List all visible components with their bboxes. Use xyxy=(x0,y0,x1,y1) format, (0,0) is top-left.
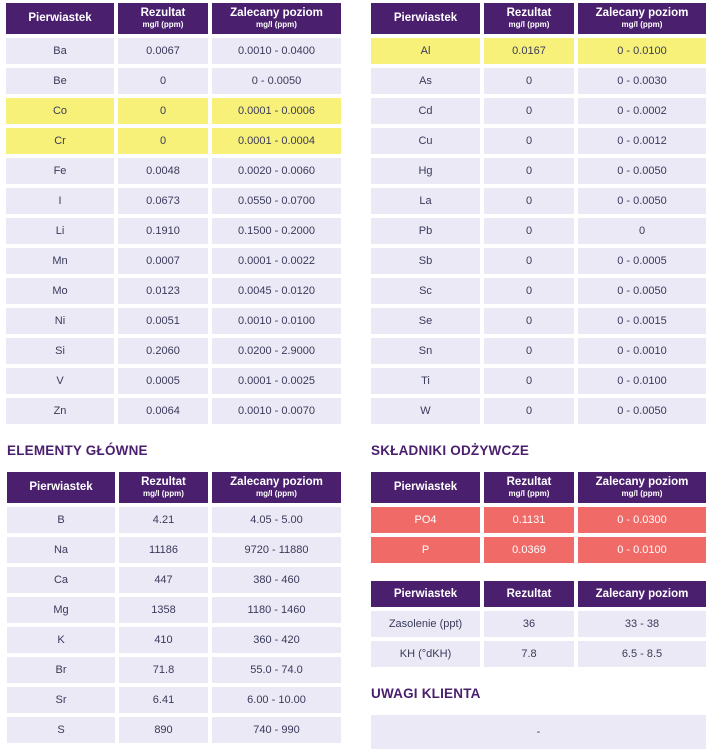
table-row xyxy=(371,278,706,304)
main-elements-block xyxy=(7,472,341,743)
cell-level: 0 - 0.0100 xyxy=(578,38,706,64)
table-row xyxy=(371,98,706,124)
header-result-label: Rezultat xyxy=(506,476,552,489)
cell-level: 6.00 - 10.00 xyxy=(212,687,341,713)
cell-result: 0.0051 xyxy=(118,308,208,334)
table-row xyxy=(371,188,706,214)
cell-element: Zn xyxy=(6,398,114,424)
header-element-label: Pierwiastek xyxy=(393,481,458,494)
params-block xyxy=(371,581,706,667)
cell-result: 0 xyxy=(118,128,208,154)
cell-level: 0.0001 - 0.0022 xyxy=(212,248,341,274)
cell-result: 0.0123 xyxy=(118,278,208,304)
cell-element: Pb xyxy=(371,218,480,244)
header-element-label: Pierwiastek xyxy=(28,12,92,25)
cell-result: 11186 xyxy=(119,537,208,563)
table-row xyxy=(371,68,706,94)
cell-element: Ti xyxy=(371,368,480,394)
table-row xyxy=(6,158,341,184)
cell-result: 0 xyxy=(484,68,574,94)
cell-result: 0.2060 xyxy=(118,338,208,364)
header-level-label: Zalecany poziom xyxy=(230,7,323,20)
cell-result: 0.0369 xyxy=(484,537,574,563)
header-result xyxy=(119,472,208,503)
table-row xyxy=(6,68,341,94)
cell-element: Ba xyxy=(6,38,114,64)
cell-result: 7.8 xyxy=(484,641,574,667)
cell-element: Ca xyxy=(7,567,115,593)
table-row xyxy=(371,338,706,364)
table-row xyxy=(371,38,706,64)
cell-level: 55.0 - 74.0 xyxy=(212,657,341,683)
cell-element: La xyxy=(371,188,480,214)
cell-result: 0.0673 xyxy=(118,188,208,214)
cell-element: Sc xyxy=(371,278,480,304)
cell-element: Sb xyxy=(371,248,480,274)
table-row xyxy=(7,627,341,653)
table-row xyxy=(371,308,706,334)
cell-level: 33 - 38 xyxy=(578,611,706,637)
header-level-label: Zalecany poziom xyxy=(230,476,323,489)
table-row xyxy=(6,308,341,334)
header-level xyxy=(578,581,706,607)
cell-result: 447 xyxy=(119,567,208,593)
cell-result: 36 xyxy=(484,611,574,637)
cell-level: 0.0001 - 0.0025 xyxy=(212,368,341,394)
cell-element: Na xyxy=(7,537,115,563)
cell-level: 0.0200 - 2.9000 xyxy=(212,338,341,364)
table-row xyxy=(6,218,341,244)
table-row xyxy=(371,611,706,637)
header-result-label: Rezultat xyxy=(140,7,186,20)
table-row xyxy=(7,597,341,623)
cell-level: 0 - 0.0100 xyxy=(578,368,706,394)
table-row xyxy=(6,278,341,304)
cell-element: Zasolenie (ppt) xyxy=(371,611,480,637)
trace-table-right-block xyxy=(371,3,706,424)
cell-result: 0 xyxy=(484,188,574,214)
cell-level: 0.0010 - 0.0070 xyxy=(212,398,341,424)
header-element xyxy=(371,581,480,607)
cell-level: 0.1500 - 0.2000 xyxy=(212,218,341,244)
cell-result: 0.0007 xyxy=(118,248,208,274)
cell-element: Cd xyxy=(371,98,480,124)
header-result xyxy=(484,3,574,34)
cell-result: 0.0005 xyxy=(118,368,208,394)
table-row xyxy=(371,248,706,274)
trace-table-left xyxy=(2,0,345,428)
cell-element: Cr xyxy=(6,128,114,154)
header-unit-label: mg/l (ppm) xyxy=(256,488,297,498)
cell-level: 0.0045 - 0.0120 xyxy=(212,278,341,304)
cell-level: 380 - 460 xyxy=(212,567,341,593)
header-unit-label: mg/l (ppm) xyxy=(621,19,663,29)
cell-level: 0 - 0.0050 xyxy=(578,278,706,304)
table-row xyxy=(371,641,706,667)
cell-result: 0.1910 xyxy=(118,218,208,244)
cell-level: 0 - 0.0050 xyxy=(578,398,706,424)
cell-element: Br xyxy=(7,657,115,683)
cell-result: 0 xyxy=(484,368,574,394)
table-row xyxy=(6,188,341,214)
nutrients-table xyxy=(367,468,710,567)
cell-result: 0 xyxy=(484,98,574,124)
cell-element: W xyxy=(371,398,480,424)
table-row xyxy=(371,507,706,533)
header-element-label: Pierwiastek xyxy=(393,587,458,600)
cell-level: 4.05 - 5.00 xyxy=(212,507,341,533)
cell-result: 0.1131 xyxy=(484,507,574,533)
table-row xyxy=(6,98,341,124)
header-unit-label: mg/l (ppm) xyxy=(508,488,550,498)
main-elements-table xyxy=(3,468,345,747)
notes-title: UWAGI KLIENTA xyxy=(371,686,481,701)
table-header-row xyxy=(6,3,341,34)
header-element xyxy=(371,472,480,503)
table-row xyxy=(7,717,341,743)
table-row xyxy=(371,128,706,154)
header-result xyxy=(484,472,574,503)
header-level-label: Zalecany poziom xyxy=(595,587,689,600)
trace-table-left-block xyxy=(6,3,341,424)
cell-result: 410 xyxy=(119,627,208,653)
table-row xyxy=(6,338,341,364)
table-row xyxy=(7,687,341,713)
cell-level: 0 - 0.0030 xyxy=(578,68,706,94)
cell-element: KH (°dKH) xyxy=(371,641,480,667)
header-result-label: Rezultat xyxy=(506,587,552,600)
cell-level: 0 - 0.0050 xyxy=(212,68,341,94)
cell-result: 0 xyxy=(118,68,208,94)
cell-element: Sr xyxy=(7,687,115,713)
cell-element: As xyxy=(371,68,480,94)
cell-element: Cu xyxy=(371,128,480,154)
cell-result: 1358 xyxy=(119,597,208,623)
cell-element: Co xyxy=(6,98,114,124)
cell-element: P xyxy=(371,537,480,563)
table-header-row xyxy=(371,581,706,607)
cell-level: 0.0020 - 0.0060 xyxy=(212,158,341,184)
cell-level: 0 - 0.0012 xyxy=(578,128,706,154)
cell-element: Li xyxy=(6,218,114,244)
cell-result: 0.0167 xyxy=(484,38,574,64)
header-unit-label: mg/l (ppm) xyxy=(142,19,184,29)
header-unit-label: mg/l (ppm) xyxy=(143,488,184,498)
table-row xyxy=(6,368,341,394)
header-result xyxy=(118,3,208,34)
cell-result: 0 xyxy=(484,308,574,334)
cell-level: 0 - 0.0015 xyxy=(578,308,706,334)
header-result-label: Rezultat xyxy=(141,476,186,489)
cell-level: 0.0010 - 0.0100 xyxy=(212,308,341,334)
cell-element: Be xyxy=(6,68,114,94)
table-row xyxy=(7,537,341,563)
table-header-row xyxy=(371,3,706,34)
cell-level: 0 - 0.0050 xyxy=(578,188,706,214)
cell-level: 6.5 - 8.5 xyxy=(578,641,706,667)
header-level xyxy=(212,3,341,34)
cell-level: 0.0001 - 0.0006 xyxy=(212,98,341,124)
cell-result: 6.41 xyxy=(119,687,208,713)
params-table xyxy=(367,577,710,671)
table-row xyxy=(371,537,706,563)
header-element-label: Pierwiastek xyxy=(393,12,458,25)
table-row xyxy=(371,368,706,394)
header-element-label: Pierwiastek xyxy=(29,481,93,494)
table-row xyxy=(7,657,341,683)
cell-level: 0.0010 - 0.0400 xyxy=(212,38,341,64)
cell-result: 0 xyxy=(118,98,208,124)
cell-result: 4.21 xyxy=(119,507,208,533)
header-element xyxy=(7,472,115,503)
cell-result: 0.0048 xyxy=(118,158,208,184)
header-level xyxy=(212,472,341,503)
cell-result: 0 xyxy=(484,338,574,364)
cell-level: 0 - 0.0010 xyxy=(578,338,706,364)
table-row xyxy=(7,567,341,593)
cell-level: 740 - 990 xyxy=(212,717,341,743)
cell-level: 0 - 0.0002 xyxy=(578,98,706,124)
cell-level: 0.0550 - 0.0700 xyxy=(212,188,341,214)
cell-result: 890 xyxy=(119,717,208,743)
cell-element: Se xyxy=(371,308,480,334)
header-result-label: Rezultat xyxy=(506,7,552,20)
cell-level: 360 - 420 xyxy=(212,627,341,653)
cell-level: 0 - 0.0050 xyxy=(578,158,706,184)
header-unit-label: mg/l (ppm) xyxy=(256,19,297,29)
table-row xyxy=(6,38,341,64)
table-row xyxy=(6,398,341,424)
cell-element: Fe xyxy=(6,158,114,184)
cell-element: PO4 xyxy=(371,507,480,533)
cell-element: K xyxy=(7,627,115,653)
table-header-row xyxy=(371,472,706,503)
cell-element: Si xyxy=(6,338,114,364)
header-element xyxy=(6,3,114,34)
cell-result: 0 xyxy=(484,218,574,244)
cell-element: Hg xyxy=(371,158,480,184)
table-row xyxy=(371,158,706,184)
header-level xyxy=(578,3,706,34)
cell-element: S xyxy=(7,717,115,743)
nutrients-block xyxy=(371,472,706,563)
table-header-row xyxy=(7,472,341,503)
cell-element: V xyxy=(6,368,114,394)
cell-element: Al xyxy=(371,38,480,64)
header-unit-label: mg/l (ppm) xyxy=(508,19,550,29)
cell-level: 0 xyxy=(578,218,706,244)
cell-level: 0 - 0.0100 xyxy=(578,537,706,563)
cell-result: 0.0067 xyxy=(118,38,208,64)
cell-result: 71.8 xyxy=(119,657,208,683)
trace-table-right xyxy=(367,0,710,428)
cell-level: 0 - 0.0300 xyxy=(578,507,706,533)
table-row xyxy=(6,248,341,274)
header-result xyxy=(484,581,574,607)
table-row xyxy=(371,398,706,424)
table-row xyxy=(7,507,341,533)
cell-level: 0.0001 - 0.0004 xyxy=(212,128,341,154)
cell-element: Sn xyxy=(371,338,480,364)
cell-level: 1180 - 1460 xyxy=(212,597,341,623)
cell-result: 0.0064 xyxy=(118,398,208,424)
cell-element: Mn xyxy=(6,248,114,274)
header-level xyxy=(578,472,706,503)
cell-result: 0 xyxy=(484,248,574,274)
header-level-label: Zalecany poziom xyxy=(595,7,689,20)
cell-element: Mo xyxy=(6,278,114,304)
cell-result: 0 xyxy=(484,128,574,154)
header-level-label: Zalecany poziom xyxy=(595,476,689,489)
cell-result: 0 xyxy=(484,158,574,184)
nutrients-title: SKŁADNIKI ODŻYWCZE xyxy=(371,443,530,458)
notes-box: - xyxy=(371,715,706,749)
cell-element: Mg xyxy=(7,597,115,623)
table-row xyxy=(371,218,706,244)
cell-element: I xyxy=(6,188,114,214)
header-unit-label: mg/l (ppm) xyxy=(621,488,663,498)
main-elements-title: ELEMENTY GŁÓWNE xyxy=(7,443,148,458)
cell-result: 0 xyxy=(484,398,574,424)
cell-level: 9720 - 11880 xyxy=(212,537,341,563)
cell-element: Ni xyxy=(6,308,114,334)
header-element xyxy=(371,3,480,34)
cell-level: 0 - 0.0005 xyxy=(578,248,706,274)
table-row xyxy=(6,128,341,154)
cell-result: 0 xyxy=(484,278,574,304)
cell-element: B xyxy=(7,507,115,533)
